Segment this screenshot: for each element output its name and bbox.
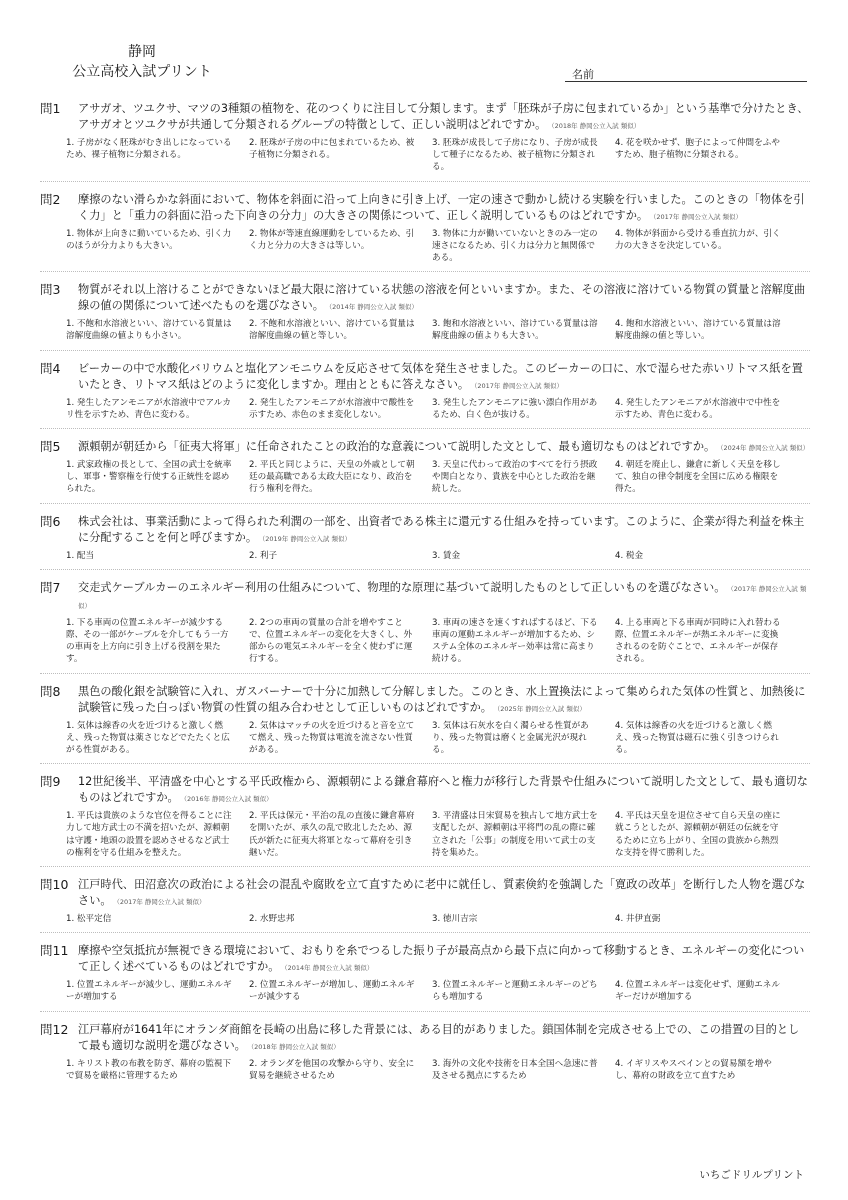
question-text: ビーカーの中で水酸化バリウムと塩化アンモニウムを反応させて気体を発生させました。このビーカーの口に、水で湿らせた赤いリトマス紙を置いたとき、リトマス紙はどのように変化しますか。理由とともに答えなさい。 [78, 361, 803, 391]
choice-list [66, 137, 810, 174]
answer-choice[interactable]: 3. 物体に力が働いていないときのみ一定の速さになるため、引く力は分力と無関係である。 [432, 228, 598, 264]
question-header [40, 1022, 810, 1055]
question-text-wrap [78, 877, 810, 910]
question-divider [40, 503, 810, 504]
question-header [40, 282, 810, 315]
answer-choice[interactable]: 3. 気体は石灰水を白く濁らせる性質があり、残った物質は磨くと金属光沢が現れる。 [432, 720, 589, 756]
question-number: 問9 [40, 774, 61, 790]
answer-choice[interactable]: 1. 平氏は貴族のような官位を得ることに注力して地方武士の不満を招いたが、源頼朝は守護・地頭の設置を認めさせるなど武士の権利を守る仕組みを整えた。 [66, 811, 232, 858]
question-source: （2024年 静岡公立入試 類似） [720, 444, 810, 453]
answer-choice[interactable]: 3. 車両の速さを速くすればするほど、下る車両の運動エネルギーが増加するため、システム全体のエネルギー効率は常に高まり続ける。 [432, 617, 598, 665]
question-divider [40, 1011, 810, 1012]
question-text: 江戸時代、田沼意次の政治による社会の混乱や腐敗を立て直すために老中に就任し、質素倹約を強調した「寛政の改革」を断行した人物を選びなさい。 [78, 878, 806, 908]
question-divider [40, 932, 810, 933]
footer-brand: いちごドリルプリント [699, 1169, 804, 1181]
question-divider [40, 673, 810, 674]
question-block [40, 943, 810, 1011]
question-block [40, 192, 810, 273]
answer-choice[interactable]: 3. 海外の文化や技術を日本全国へ急速に普及させる拠点にするため [432, 1058, 598, 1081]
answer-choice[interactable]: 4. 井伊直弼 [615, 914, 661, 925]
question-divider [40, 350, 810, 351]
question-text-wrap [78, 192, 810, 225]
question-number: 問7 [40, 579, 61, 595]
answer-choice[interactable]: 1. 気体は線香の火を近づけると激しく燃え、残った物質は薬さじなどでたたくと広がる性質がある。 [66, 720, 230, 756]
question-divider [40, 763, 810, 764]
question-source: （2017年 静岡公立入試 類似） [116, 898, 206, 907]
question-text-wrap [78, 943, 810, 976]
question-block [40, 439, 810, 504]
answer-choice[interactable]: 2. 平氏は保元・平治の乱の直後に鎌倉幕府を開いたが、承久の乱で敗北したため、源氏が新たに征夷大将軍となって幕府を引き継いだ。 [249, 811, 415, 858]
title-prefecture: 静岡 [128, 44, 156, 60]
answer-choice[interactable]: 2. 発生したアンモニアが水溶液中で酸性を示すため、赤色のまま変化しない。 [249, 397, 415, 420]
answer-choice[interactable]: 1. 配当 [66, 550, 95, 561]
answer-choice[interactable]: 3. 飽和水溶液といい、溶けている質量は溶解度曲線の値よりも大きい。 [432, 319, 598, 342]
question-number: 問6 [40, 513, 61, 529]
question-block [40, 580, 810, 674]
question-source: （2017年 静岡公立入試 類似） [474, 381, 564, 390]
answer-choice[interactable]: 1. 下る車両の位置エネルギーが減少する際、その一部がケーブルを介してもう一方の車両を上方向に引き上げる役割を果たす。 [66, 617, 229, 665]
question-header [40, 580, 810, 614]
answer-choice[interactable]: 2. 水野忠邦 [249, 914, 295, 925]
answer-choice[interactable]: 4. 発生したアンモニアが水溶液中で中性を示すため、青色に変わる。 [615, 397, 781, 420]
question-number: 問11 [40, 943, 69, 959]
question-text-wrap [78, 684, 810, 717]
question-number: 問12 [40, 1021, 69, 1037]
answer-choice[interactable]: 3. 平清盛は日宋貿易を独占して地方武士を支配したが、源頼朝は平将門の乱の際に確立された「公事」の制度を用いて武士の支持を集めた。 [432, 811, 598, 858]
question-header [40, 877, 810, 910]
question-text-wrap [78, 580, 810, 614]
answer-choice[interactable]: 3. 位置エネルギーと運動エネルギーのどちらも増加する [432, 980, 598, 1003]
answer-choice[interactable]: 2. オランダを他国の攻撃から守り、安全に貿易を継続させるため [249, 1058, 415, 1081]
question-block [40, 1022, 810, 1082]
question-source: （2017年 静岡公立入試 類似） [78, 584, 807, 610]
question-number: 問5 [40, 439, 61, 455]
answer-choice[interactable]: 2. 利子 [249, 550, 278, 561]
question-text-wrap [78, 282, 810, 315]
name-field-line[interactable] [565, 81, 807, 82]
answer-choice[interactable]: 3. 胚珠が成長して子房になり、子房が成長して種子になるため、被子植物に分類される。 [432, 138, 598, 173]
question-header [40, 439, 810, 456]
question-number: 問1 [40, 101, 61, 116]
answer-choice[interactable]: 1. 武家政権の長として、全国の武士を統率し、軍事・警察権を行使する正統性を認められた。 [66, 460, 232, 495]
question-header [40, 774, 810, 807]
answer-choice[interactable]: 2. 胚珠が子房の中に包まれているため、被子植物に分類される。 [249, 138, 415, 161]
question-text: 物質がそれ以上溶けることができないほど最大限に溶けている状態の溶液を何といいますか。また、その溶液に溶けている物質の質量と溶解度曲線の値の関係について述べたものを選びなさい。 [78, 283, 806, 313]
question-divider [40, 569, 810, 570]
choice-list [66, 720, 810, 757]
answer-choice[interactable]: 1. 子房がなく胚珠がむき出しになっているため、裸子植物に分類される。 [66, 138, 232, 161]
choice-list [66, 397, 810, 421]
choice-list [66, 617, 810, 666]
question-block [40, 361, 810, 429]
question-block [40, 877, 810, 933]
question-header [40, 192, 810, 225]
question-number: 問4 [40, 360, 61, 376]
answer-choice[interactable]: 1. 物体が上向きに動いているため、引く力のほうが分力よりも大きい。 [66, 228, 232, 251]
question-number: 問8 [40, 683, 61, 699]
question-text: 摩擦のない滑らかな斜面において、物体を斜面に沿って上向きに引き上げ、一定の速さで動かし続ける実験を行いました。このときの「物体を引く力」と「重力の斜面に沿った下向きの分力」の大きさの関係について、正しく説明しているものはどれですか。 [78, 192, 805, 222]
answer-choice[interactable]: 3. 天皇に代わって政治のすべてを行う摂政や関白となり、貴族を中心とした政治を継続した。 [432, 460, 598, 495]
answer-choice[interactable]: 2. 平氏と同じように、天皇の外戚として朝廷の最高職である太政大臣になり、政治を行う権利を得た。 [249, 460, 415, 495]
question-number: 問10 [40, 877, 69, 893]
question-divider [40, 181, 810, 182]
question-text: アサガオ、ツユクサ、マツの3種類の植物を、花のつくりに注目して分類します。まず「胚珠が子房に包まれているか」という基準で分けたとき、アサガオとツユクサが共通して分類されるグループの特徴として、正しい説明はどれですか。 [78, 102, 809, 131]
answer-choice[interactable]: 4. 上る車両と下る車両が同時に入れ替わる際、位置エネルギーが熱エネルギーに変換されるのを防ぐことで、エネルギーが保存される。 [615, 617, 781, 665]
question-divider [40, 866, 810, 867]
answer-choice[interactable]: 4. 平氏は天皇を退位させて自ら天皇の座に就こうとしたが、源頼朝が朝廷の伝統を守るために立ち上がり、全国の貴族から熱烈な支持を得て勝利した。 [615, 811, 781, 858]
answer-choice[interactable]: 1. 位置エネルギーが減少し、運動エネルギーが増加する [66, 980, 232, 1003]
answer-choice[interactable]: 2. 2つの車両の質量の合計を増やすことで、位置エネルギーの変化を大きくし、外部からの電気エネルギーを全く使わずに運行する。 [249, 617, 413, 665]
question-divider [40, 428, 810, 429]
answer-choice[interactable]: 3. 徳川吉宗 [432, 914, 478, 925]
question-text-wrap [78, 101, 810, 134]
answer-choice[interactable]: 2. 物体が等速直線運動をしているため、引く力と分力の大きさは等しい。 [249, 228, 415, 251]
question-source: （2014年 静岡公立入試 類似） [284, 964, 374, 973]
question-text: 12世紀後半、平清盛を中心とする平氏政権から、源頼朝による鎌倉幕府へと権力が移行した背景や仕組みについて説明した文として、最も適切なものはどれですか。 [78, 775, 808, 805]
question-source: （2017年 静岡公立入試 類似） [653, 212, 743, 221]
name-label: 名前 [572, 68, 594, 81]
question-text-wrap [78, 514, 810, 547]
choice-list [66, 913, 810, 925]
question-divider [40, 271, 810, 272]
choice-list [66, 459, 810, 496]
question-source: （2016年 静岡公立入試 類似） [183, 795, 273, 804]
question-text-wrap [78, 361, 810, 394]
answer-choice[interactable]: 2. 不飽和水溶液といい、溶けている質量は溶解度曲線の値と等しい。 [249, 319, 415, 342]
question-text-wrap [78, 1022, 810, 1055]
question-text: 源頼朝が朝廷から「征夷大将軍」に任命されたことの政治的な意義について説明した文として、最も適切なものはどれですか。 [78, 440, 716, 454]
answer-choice[interactable]: 4. 朝廷を廃止し、鎌倉に新しく天皇を移して、独自の律令制度を全国に広める権限を得た。 [615, 460, 781, 495]
answer-choice[interactable]: 2. 気体はマッチの火を近づけると音を立てて燃え、残った物質は電流を流さない性質がある。 [249, 720, 415, 756]
question-source: （2019年 静岡公立入試 類似） [262, 534, 351, 543]
question-source: （2018年 静岡公立入試 類似） [250, 1042, 340, 1051]
answer-choice[interactable]: 4. 税金 [615, 550, 644, 561]
question-header [40, 361, 810, 394]
question-number: 問2 [40, 191, 61, 207]
question-block [40, 774, 810, 867]
answer-choice[interactable]: 1. 松平定信 [66, 914, 112, 925]
answer-choice[interactable]: 4. 気体は線香の火を近づけると激しく燃え、残った物質は磁石に強く引きつけられる。 [615, 720, 779, 756]
question-source: （2025年 静岡公立入試 類似） [496, 704, 586, 713]
answer-choice[interactable]: 3. 発生したアンモニアに強い漂白作用があるため、白く色が抜ける。 [432, 397, 598, 420]
question-block [40, 684, 810, 765]
question-number: 問3 [40, 282, 61, 298]
print-title [52, 42, 232, 82]
question-text: 黒色の酸化銀を試験管に入れ、ガスバーナーで十分に加熱して分解しました。このとき、水上置換法によって集められた気体の性質と、加熱後に試験管に残った白っぽい物質の性質の組み合わせとして正しいものはどれですか。 [78, 684, 806, 714]
choice-list [66, 550, 810, 562]
question-header [40, 101, 810, 134]
question-block [40, 514, 810, 570]
answer-choice[interactable]: 4. 物体が斜面から受ける垂直抗力が、引く力の大きさを決定している。 [615, 228, 781, 251]
answer-choice[interactable]: 1. 不飽和水溶液といい、溶けている質量は溶解度曲線の値よりも小さい。 [66, 319, 232, 342]
answer-choice[interactable]: 3. 賃金 [432, 550, 461, 561]
answer-choice[interactable]: 4. 飽和水溶液といい、溶けている質量は溶解度曲線の値と等しい。 [615, 319, 781, 342]
choice-list [66, 979, 810, 1003]
answer-choice[interactable]: 4. 位置エネルギーは変化せず、運動エネルギーだけが増加する [615, 980, 780, 1003]
question-text-wrap [78, 439, 810, 456]
answer-choice[interactable]: 4. イギリスやスペインとの貿易額を増やし、幕府の財政を立て直すため [615, 1058, 772, 1081]
question-source: （2018年 静岡公立入試 類似） [551, 122, 641, 130]
question-text: 摩擦や空気抵抗が無視できる環境において、おもりを糸でつるした振り子が最高点から最下点に向かって移動するとき、エネルギーの変化について正しく述べているものはどれですか。 [78, 944, 805, 974]
question-text-wrap [78, 774, 810, 807]
answer-choice[interactable]: 1. 発生したアンモニアが水溶液中でアルカリ性を示すため、青色に変わる。 [66, 397, 231, 420]
question-header [40, 514, 810, 547]
choice-list [66, 318, 810, 342]
question-block [40, 101, 810, 182]
question-block [40, 282, 810, 350]
answer-choice[interactable]: 1. キリスト教の布教を防ぎ、幕府の監視下で貿易を厳格に管理するため [66, 1058, 232, 1081]
question-header [40, 684, 810, 717]
title-main: 公立高校入試プリント [72, 64, 212, 80]
choice-list [66, 810, 810, 859]
question-text: 株式会社は、事業活動によって得られた利潤の一部を、出資者である株主に還元する仕組みを持っています。このように、企業が得た利益を株主に分配することを何と呼びますか。 [78, 514, 805, 544]
question-source: （2014年 静岡公立入試 類似） [328, 303, 418, 312]
question-text: 交走式ケーブルカーのエネルギー利用の仕組みについて、物理的な原理に基づいて説明したものとして正しいものを選びなさい。 [78, 580, 726, 594]
question-list [40, 101, 810, 1092]
choice-list [66, 1058, 810, 1082]
answer-choice[interactable]: 4. 花を咲かせず、胞子によって仲間をふやすため、胞子植物に分類される。 [615, 138, 780, 161]
answer-choice[interactable]: 2. 位置エネルギーが増加し、運動エネルギーが減少する [249, 980, 415, 1003]
choice-list [66, 228, 810, 265]
question-text: 江戸幕府が1641年にオランダ商館を長崎の出島に移した背景には、ある目的がありました。鎖国体制を完成させる上での、この措置の目的として最も適切な説明を選びなさい。 [78, 1022, 800, 1052]
question-header [40, 943, 810, 976]
